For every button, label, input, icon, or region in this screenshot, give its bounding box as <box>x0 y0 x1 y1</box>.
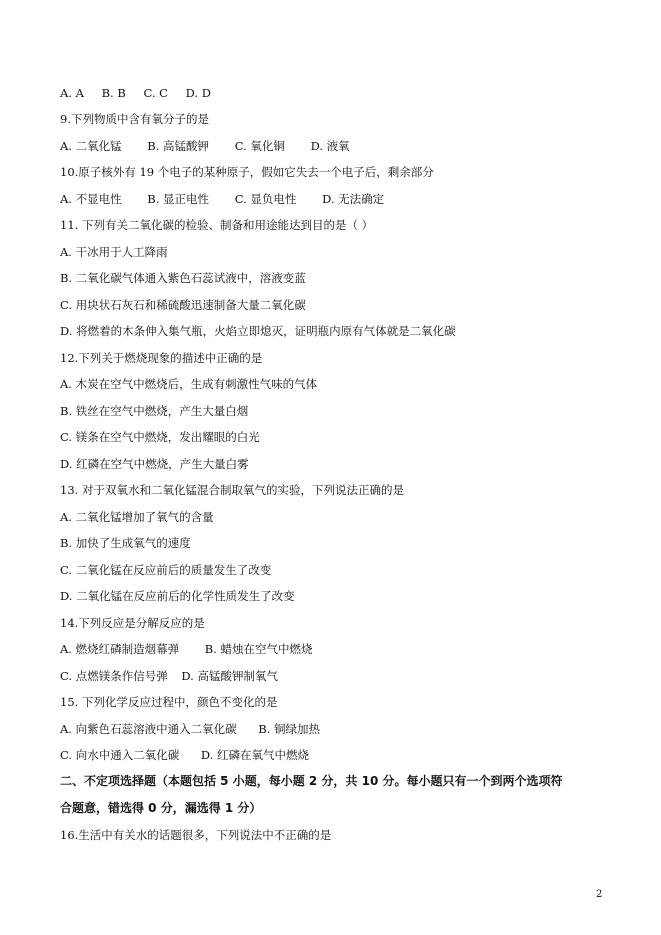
question-13-option-c: C. 二氧化锰在反应前后的质量发生了改变 <box>60 563 272 577</box>
option-c: C. 显负电性 <box>234 192 297 206</box>
section-2-heading-line2: 合题意，错选得 0 分，漏选得 1 分） <box>60 801 262 815</box>
question-14-options-row1 <box>60 641 327 657</box>
question-12-option-d: D. 红磷在空气中燃烧，产生大量白雾 <box>60 457 249 471</box>
option-c: C. 点燃镁条作信号弹 <box>60 669 168 683</box>
option-d: D. D <box>185 86 211 100</box>
question-11-option-b: B. 二氧化碳气体通入紫色石蕊试液中，溶液变蓝 <box>60 271 306 285</box>
option-a: A. 二氧化锰 <box>60 139 122 153</box>
question-15-options-row1 <box>60 721 334 737</box>
option-b: B. B <box>101 86 126 100</box>
option-d: D. 液氧 <box>310 139 350 153</box>
question-11-option-a: A. 干冰用于人工降雨 <box>60 245 168 259</box>
question-11: 11. 下列有关二氧化碳的检验、制备和用途能达到目的是（ ） <box>60 218 374 232</box>
option-row-prev <box>60 85 225 101</box>
question-12-option-a: A. 木炭在空气中燃烧后，生成有刺激性气味的气体 <box>60 377 318 391</box>
question-11-option-c: C. 用块状石灰石和稀硫酸迅速制备大量二氧化碳 <box>60 298 306 312</box>
question-13-option-b: B. 加快了生成氧气的速度 <box>60 536 191 550</box>
option-d: D. 高锰酸钾制氧气 <box>181 669 278 683</box>
option-c: C. 氧化铜 <box>234 139 285 153</box>
section-2-heading-line1: 二、不定项选择题（本题包括 5 小题，每小题 2 分，共 10 分。每小题只有一个到两个选项符 <box>60 774 563 788</box>
question-11-option-d: D. 将燃着的木条伸入集气瓶，火焰立即熄灭，证明瓶内原有气体就是二氧化碳 <box>60 324 456 338</box>
option-d: D. 红磷在氧气中燃烧 <box>200 748 309 762</box>
option-d: D. 无法确定 <box>322 192 385 206</box>
question-9: 9.下列物质中含有氧分子的是 <box>60 112 209 126</box>
option-c: C. C <box>143 86 168 100</box>
option-a: A. 不显电性 <box>60 192 122 206</box>
question-9-options <box>60 138 364 154</box>
page-number: 2 <box>596 889 603 900</box>
question-13-option-a: A. 二氧化锰增加了氧气的含量 <box>60 510 214 524</box>
option-a: A. 燃烧红磷制造烟幕弹 <box>60 642 180 656</box>
option-b: B. 蜡烛在空气中燃烧 <box>204 642 313 656</box>
option-a: A. 向紫色石蕊溶液中通入二氧化碳 <box>60 722 237 736</box>
question-15-options-row2 <box>60 747 323 763</box>
question-16: 16.生活中有关水的话题很多，下列说法中不正确的是 <box>60 828 332 842</box>
question-13-option-d: D. 二氧化锰在反应前后的化学性质发生了改变 <box>60 589 295 603</box>
option-a: A. A <box>60 86 84 100</box>
question-12: 12.下列关于燃烧现象的描述中正确的是 <box>60 351 263 365</box>
option-b: B. 铜绿加热 <box>258 722 321 736</box>
option-c: C. 向水中通入二氧化碳 <box>60 748 180 762</box>
option-b: B. 高锰酸钾 <box>147 139 210 153</box>
question-12-option-c: C. 镁条在空气中燃烧，发出耀眼的白光 <box>60 430 260 444</box>
question-14: 14.下列反应是分解反应的是 <box>60 616 205 630</box>
question-14-options-row2 <box>60 668 292 684</box>
question-10: 10.原子核外有 19 个电子的某种原子，假如它失去一个电子后，剩余部分 <box>60 165 434 179</box>
question-13: 13. 对于双氧水和二氧化锰混合制取氧气的实验，下列说法正确的是 <box>60 483 404 497</box>
question-12-option-b: B. 铁丝在空气中燃烧，产生大量白烟 <box>60 404 249 418</box>
option-b: B. 显正电性 <box>147 192 210 206</box>
question-10-options <box>60 191 398 207</box>
question-15: 15. 下列化学反应过程中，颜色不变化的是 <box>60 695 278 709</box>
